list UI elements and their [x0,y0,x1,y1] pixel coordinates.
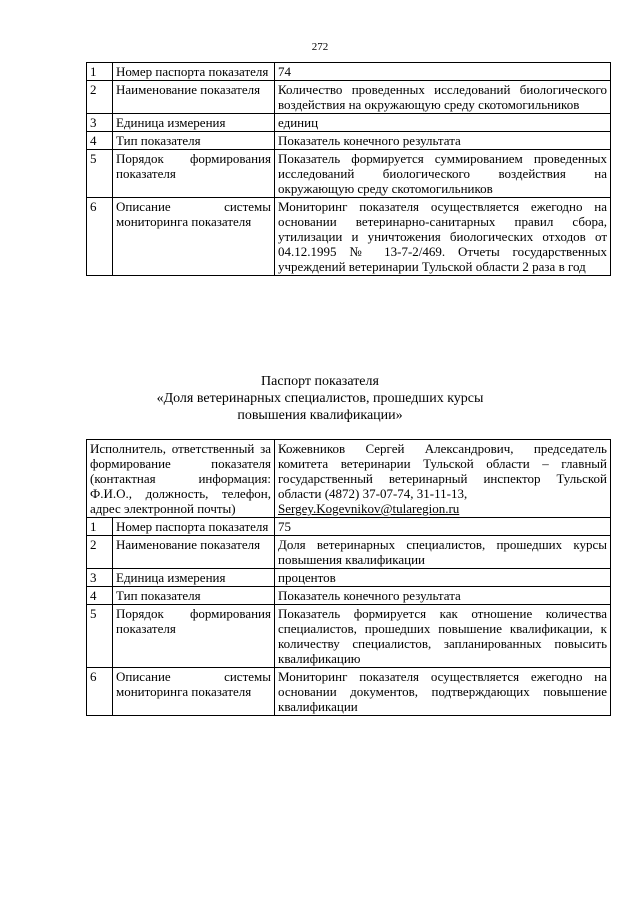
row-value: Показатель конечного результата [275,132,611,150]
row-label: Номер паспорта показателя [113,63,275,81]
row-value: процентов [275,569,611,587]
passport-subtitle-line1: «Доля ветеринарных специалистов, прошедших курсы [156,391,484,406]
row-number: 5 [87,150,113,198]
row-value: Мониторинг показателя осуществляется ежегодно на основании документов, подтверждающих повышение квалификации [275,668,611,716]
table-row [87,569,611,587]
row-label: Номер паспорта показателя [113,518,275,536]
table-row [87,198,611,276]
table-row-executor [87,440,611,518]
row-number: 4 [87,587,113,605]
row-number: 6 [87,198,113,276]
row-value: единиц [275,114,611,132]
table-row [87,114,611,132]
executor-cell [275,440,611,518]
passport-table-75 [86,439,611,716]
passport-subtitle-line2: повышения квалификации» [237,408,403,423]
passport-heading [0,373,640,424]
row-label: Единица измерения [113,569,275,587]
row-number: 1 [87,518,113,536]
table-row [87,668,611,716]
page-number: 272 [311,41,329,53]
row-value: Показатель конечного результата [275,587,611,605]
row-value: 75 [275,518,611,536]
passport-title: Паспорт показателя [261,374,379,389]
row-label: Тип показателя [113,132,275,150]
row-number: 6 [87,668,113,716]
row-value: Доля ветеринарных специалистов, прошедших курсы повышения квалификации [275,536,611,569]
table-row [87,605,611,668]
row-number: 3 [87,114,113,132]
row-number: 2 [87,81,113,114]
row-label: Наименование показателя [113,536,275,569]
table-row [87,536,611,569]
table-row [87,63,611,81]
row-label: Тип показателя [113,587,275,605]
row-label: Порядок формирования показателя [113,605,275,668]
row-number: 2 [87,536,113,569]
executor-label: Исполнитель, ответственный за формирование показателя (контактная информация: Ф.И.О., должность, телефон, адрес электронной почты) [87,440,275,518]
table-row [87,518,611,536]
row-label: Порядок формирования показателя [113,150,275,198]
row-value: Количество проведенных исследований биологического воздействия на окружающую среду скотомогильников [275,81,611,114]
row-number: 3 [87,569,113,587]
table-row [87,81,611,114]
row-value: Показатель формируется как отношение количества специалистов, прошедших повышение квалификации, к количеству специалистов, запланированных повысить квалификацию [275,605,611,668]
row-number: 5 [87,605,113,668]
row-label: Единица измерения [113,114,275,132]
row-value: 74 [275,63,611,81]
table-row [87,132,611,150]
passport-table-74 [86,62,611,276]
row-label: Описание системы мониторинга показателя [113,198,275,276]
executor-email-link[interactable]: Sergey.Kogevnikov@tularegion.ru [278,501,460,516]
row-label: Описание системы мониторинга показателя [113,668,275,716]
row-value: Мониторинг показателя осуществляется ежегодно на основании ветеринарно-санитарных правил сбора, утилизации и уничтожения биологических отходов от 04.12.1995 № 13-7-2/469. Отчеты государственных учреждений ветеринарии Тульской области 2 раза в год [275,198,611,276]
executor-value: Кожевников Сергей Александрович, председатель комитета ветеринарии Тульской области – главный государственный ветеринарный инспектор Тульской области (4872) 37-07-74, 31-11-13, [278,441,607,501]
table-row [87,587,611,605]
row-number: 4 [87,132,113,150]
row-number: 1 [87,63,113,81]
table-row [87,150,611,198]
row-value: Показатель формируется суммированием проведенных исследований биологического воздействия на окружающую среду скотомогильников [275,150,611,198]
row-label: Наименование показателя [113,81,275,114]
